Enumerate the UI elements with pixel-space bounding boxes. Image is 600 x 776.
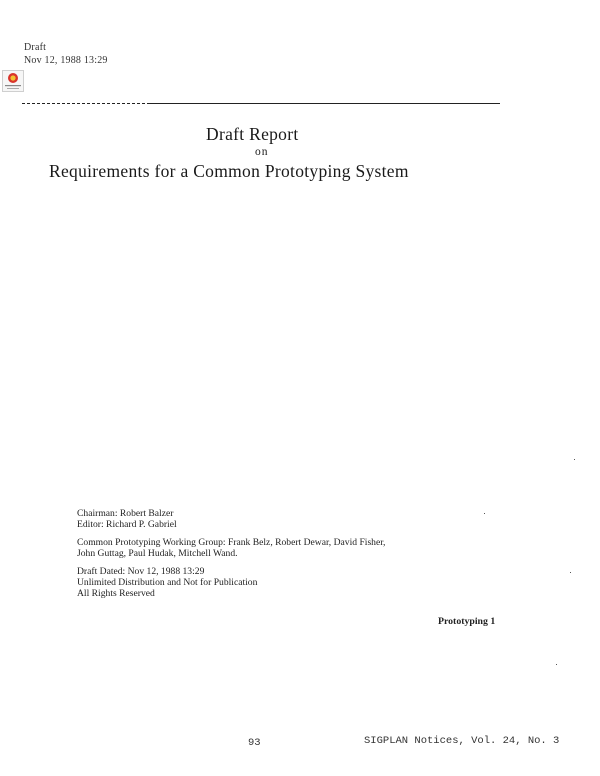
title-line-3: Requirements for a Common Prototyping System — [49, 161, 409, 181]
distribution-line: Unlimited Distribution and Not for Publication — [77, 577, 258, 588]
header-rule-solid — [150, 103, 500, 104]
stamp-icon — [2, 70, 24, 92]
scan-speck — [556, 664, 557, 665]
page-label: Prototyping 1 — [438, 616, 496, 627]
scan-speck — [484, 513, 485, 514]
header-date: Nov 12, 1988 13:29 — [24, 55, 108, 66]
rights-line: All Rights Reserved — [77, 588, 155, 599]
working-group-line-1: Common Prototyping Working Group: Frank Belz, Robert Dewar, David Fisher, — [77, 537, 386, 548]
chairman-line: Chairman: Robert Balzer — [77, 508, 174, 519]
draft-dated-line: Draft Dated: Nov 12, 1988 13:29 — [77, 566, 205, 577]
editor-line: Editor: Richard P. Gabriel — [77, 519, 177, 530]
title-line-2: on — [255, 146, 269, 158]
page-number: 93 — [248, 737, 261, 749]
journal-citation: SIGPLAN Notices, Vol. 24, No. 3 — [364, 735, 560, 747]
draft-label: Draft — [24, 42, 47, 53]
scan-speck — [570, 572, 571, 573]
working-group-line-2: John Guttag, Paul Hudak, Mitchell Wand. — [77, 548, 238, 559]
scan-speck — [574, 459, 575, 460]
title-line-1: Draft Report — [206, 124, 299, 144]
